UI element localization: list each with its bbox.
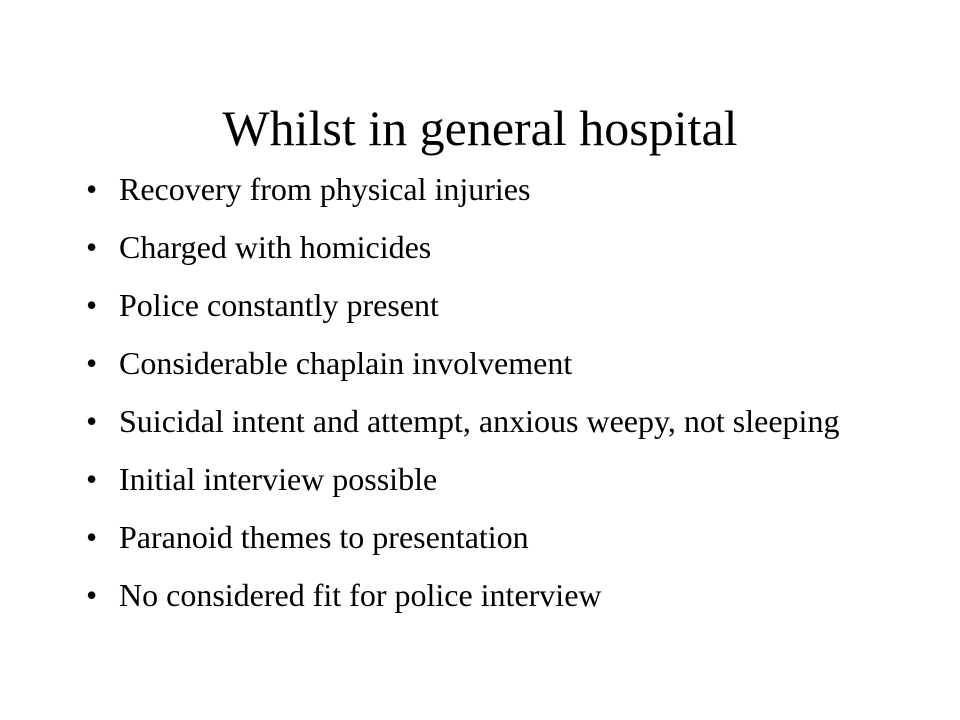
bullet-dot-icon: • xyxy=(86,287,98,323)
bullet-list xyxy=(86,170,886,634)
bullet-dot-icon: • xyxy=(86,461,98,497)
bullet-item xyxy=(86,518,886,556)
bullet-item xyxy=(86,344,886,382)
bullet-dot-icon: • xyxy=(86,171,98,207)
slide-title: Whilst in general hospital xyxy=(222,100,738,156)
bullet-dot-icon: • xyxy=(86,229,98,265)
bullet-text: Charged with homicides xyxy=(119,229,432,265)
bullet-item xyxy=(86,402,886,440)
bullet-text: Paranoid themes to presentation xyxy=(119,519,529,555)
bullet-item xyxy=(86,286,886,324)
bullet-dot-icon: • xyxy=(86,519,98,555)
bullet-dot-icon: • xyxy=(86,345,98,381)
bullet-text: Initial interview possible xyxy=(119,461,438,497)
bullet-item xyxy=(86,228,886,266)
bullet-item xyxy=(86,460,886,498)
bullet-text: Recovery from physical injuries xyxy=(119,171,531,207)
bullet-text: Considerable chaplain involvement xyxy=(119,345,573,381)
bullet-item xyxy=(86,576,886,614)
bullet-text: Police constantly present xyxy=(119,287,439,323)
bullet-dot-icon: • xyxy=(86,577,98,613)
bullet-text: Suicidal intent and attempt, anxious weepy, not sleeping xyxy=(119,403,840,439)
bullet-text: No considered fit for police interview xyxy=(119,577,602,613)
bullet-item xyxy=(86,170,886,208)
bullet-dot-icon: • xyxy=(86,403,98,439)
